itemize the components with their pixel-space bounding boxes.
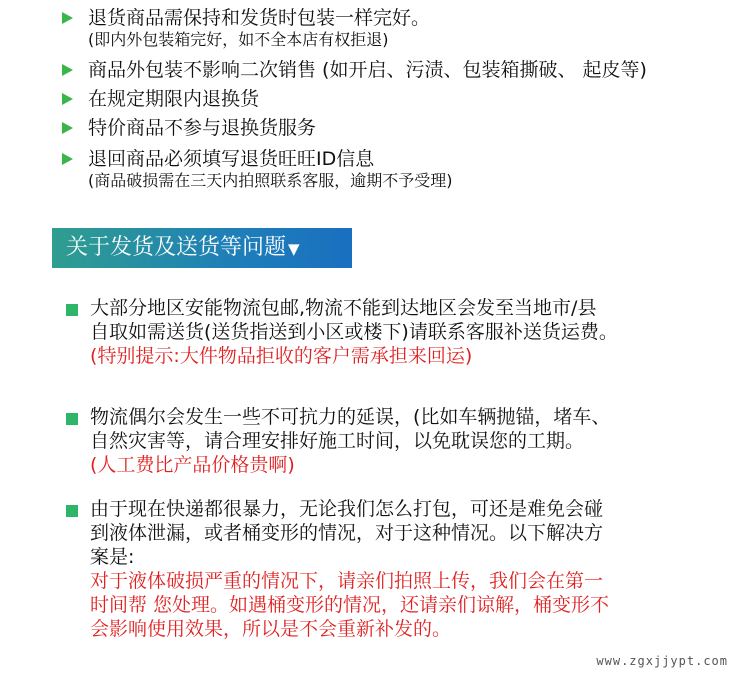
shipping-text-line: 案是: bbox=[90, 546, 135, 568]
triangle-down-icon: ▼ bbox=[288, 240, 300, 258]
shipping-item-3 bbox=[66, 497, 609, 641]
shipping-item-2 bbox=[66, 405, 610, 477]
green-square-bullet-icon bbox=[66, 505, 78, 517]
shipping-text-line: 自取如需送货(送货指送到小区或楼下)请联系客服补送货运费。 bbox=[90, 321, 618, 343]
policy-item-text: 在规定期限内退换货 bbox=[88, 88, 260, 110]
green-triangle-bullet-icon bbox=[62, 153, 73, 165]
shipping-solution-line: 对于液体破损严重的情况下，请亲们拍照上传，我们会在第一 bbox=[90, 570, 604, 592]
policy-item-text: 特价商品不参与退换货服务 bbox=[88, 117, 317, 139]
policy-item-text: 退货商品需保持和发货时包装一样完好。 bbox=[88, 7, 431, 29]
policy-item-4 bbox=[62, 116, 732, 147]
shipping-warning-line: (人工费比产品价格贵啊) bbox=[90, 454, 295, 476]
shipping-section-banner bbox=[52, 228, 352, 268]
policy-item-5 bbox=[62, 147, 732, 193]
green-square-bullet-icon bbox=[66, 413, 78, 425]
green-triangle-bullet-icon bbox=[62, 93, 73, 105]
green-triangle-bullet-icon bbox=[62, 122, 73, 134]
green-square-bullet-icon bbox=[66, 304, 78, 316]
shipping-warning-line: (特别提示:大件物品拒收的客户需承担来回运) bbox=[90, 345, 473, 367]
shipping-text-line: 物流偶尔会发生一些不可抗力的延误，(比如车辆抛锚，堵车、 bbox=[90, 406, 611, 428]
shipping-text-line: 由于现在快递都很暴力，无论我们怎么打包，可还是难免会碰 bbox=[90, 498, 604, 520]
shipping-solution-line: 时间帮 您处理。如遇桶变形的情况，还请亲们谅解，桶变形不 bbox=[90, 594, 610, 616]
shipping-text-line: 自然灾害等，请合理安排好施工时间，以免耽误您的工期。 bbox=[90, 430, 585, 452]
green-triangle-bullet-icon bbox=[62, 12, 73, 24]
policy-item-note: (商品破损需在三天内拍照联系客服，逾期不予受理) bbox=[88, 171, 453, 190]
policy-item-text: 退回商品必须填写退货旺旺ID信息 bbox=[88, 148, 375, 170]
shipping-item-1 bbox=[66, 296, 618, 368]
shipping-solution-line: 会影响使用效果，所以是不会重新补发的。 bbox=[90, 618, 452, 640]
return-policy-list bbox=[62, 6, 732, 193]
policy-item-note: (即内外包装箱完好，如不全本店有权拒退) bbox=[88, 30, 389, 49]
shipping-text-line: 到液体泄漏，或者桶变形的情况，对于这种情况。以下解决方 bbox=[90, 522, 604, 544]
policy-item-3 bbox=[62, 87, 732, 116]
policy-item-text: 商品外包装不影响二次销售 (如开启、污渍、包装箱撕破、 起皮等) bbox=[88, 59, 647, 81]
shipping-text-line: 大部分地区安能物流包邮,物流不能到达地区会发至当地市/县 bbox=[90, 297, 597, 319]
policy-item-1 bbox=[62, 6, 732, 58]
site-watermark: www.zgxjjypt.com bbox=[596, 654, 728, 668]
green-triangle-bullet-icon bbox=[62, 64, 73, 76]
banner-title: 关于发货及送货等问题 bbox=[66, 235, 287, 260]
policy-item-2 bbox=[62, 58, 732, 87]
